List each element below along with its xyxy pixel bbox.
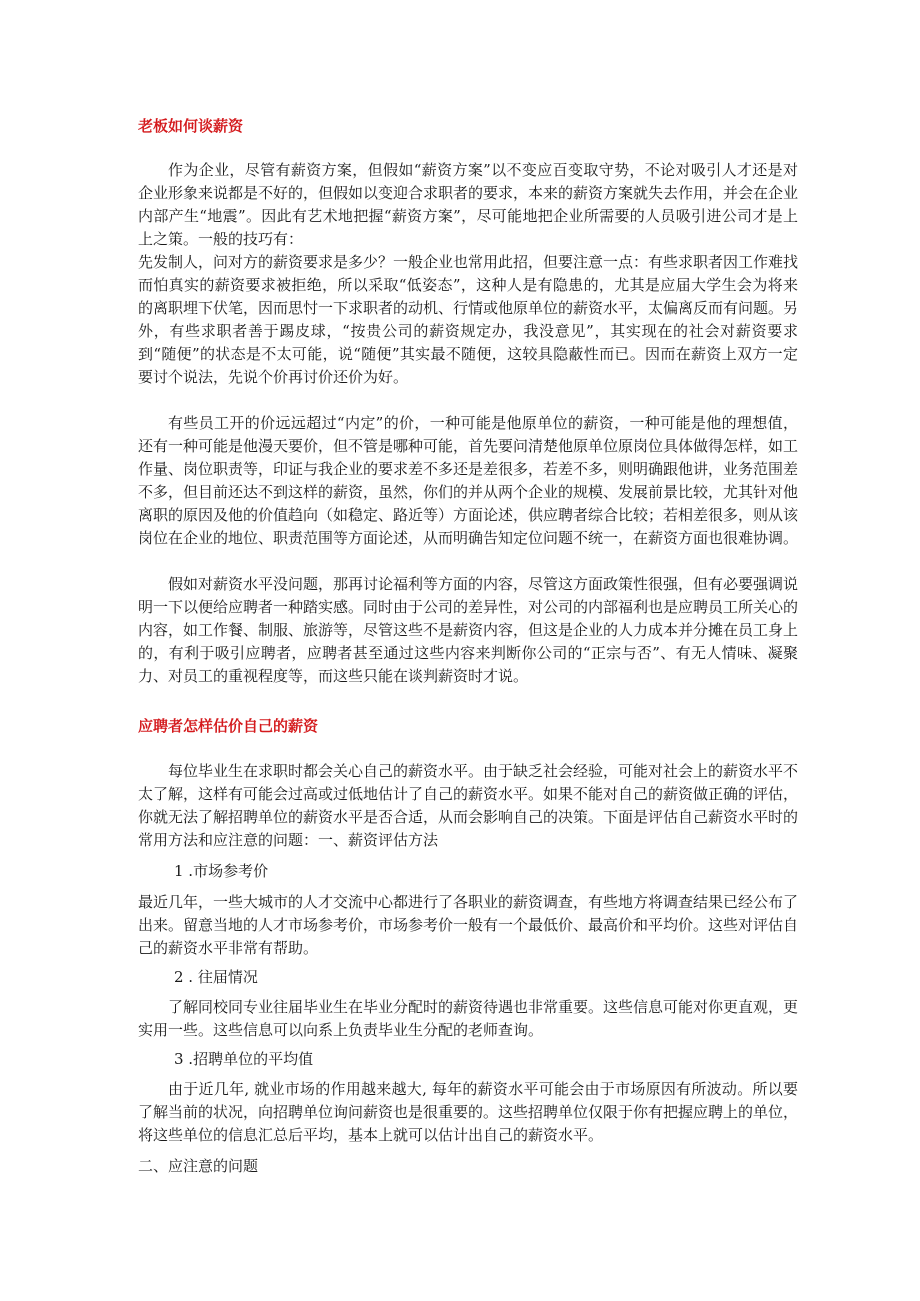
list-item: 2 . 往届情况: [174, 968, 258, 986]
paragraph: 假如对薪资水平没问题，那再讨论福利等方面的内容，尽管这方面政策性很强，但有必要强调说明一下以便给应聘者一种踏实感。同时由于公司的差异性，对公司的内部福利也是应聘员工所关心的内容，如工作餐、制服、旅游等，尽管这些不是薪资内容，但这是企业的人力成本并分摊在员工身上的，有利于吸引应聘者，应聘者甚至通过这些内容来判断你公司的“正宗与否”、有无人情味、凝聚力、对员工的重视程度等，而这些只能在谈判薪资时才说。: [138, 575, 799, 685]
paragraph: 每位毕业生在求职时都会关心自己的薪资水平。由于缺乏社会经验，可能对社会上的薪资水平不太了解，这样有可能会过高或过低地估计了自己的薪资水平。如果不能对自己的薪资做正确的评估，你就无法了解招聘单位的薪资水平是否合适，从而会影响自己的决策。下面是评估自己薪资水平时的常用方法和应注意的问题：一、薪资评估方法: [138, 762, 799, 849]
list-item: 二、应注意的问题: [138, 1157, 259, 1175]
paragraph: 先发制人，问对方的薪资要求是多少？一般企业也常用此招，但要注意一点：有些求职者因工作难找而怕真实的薪资要求被拒绝，所以采取“低姿态”，这种人是有隐患的，尤其是应届大学生会为将来的离职埋下伏笔，因而思忖一下求职者的动机、行情或他原单位的薪资水平，太偏离反而有问题。另外，有些求职者善于踢皮球，“按贵公司的薪资规定办，我没意见”，其实现在的社会对薪资要求到“随便”的状态是不太可能，说“随便”其实最不随便，这较具隐蔽性而已。因而在薪资上双方一定要讨个说法，先说个价再讨价还价为好。: [138, 253, 799, 386]
paragraph: 作为企业，尽管有薪资方案，但假如“薪资方案”以不变应百变取守势，不论对吸引人才还是对企业形象来说都是不好的，但假如以变迎合求职者的要求，本来的薪资方案就失去作用，并会在企业内部产生“地震”。因此有艺术地把握“薪资方案”，尽可能地把企业所需要的人员吸引进公司才是上上之策。一般的技巧有：: [138, 161, 799, 248]
section-title-applicant-salary: 应聘者怎样估价自己的薪资: [138, 717, 319, 735]
list-item: 1 .市场参考价: [174, 862, 269, 880]
paragraph: 由于近几年, 就业市场的作用越来越大, 每年的薪资水平可能会由于市场原因有所波动。所以要了解当前的状况，向招聘单位询问薪资也是很重要的。这些招聘单位仅限于你有把握应聘上的单位，将这些单位的信息汇总后平均，基本上就可以估计出自己的薪资水平。: [138, 1080, 799, 1144]
paragraph: 最近几年，一些大城市的人才交流中心都进行了各职业的薪资调查，有些地方将调查结果已经公布了出来。留意当地的人才市场参考价，市场参考价一般有一个最低价、最高价和平均价。这些对评估自己的薪资水平非常有帮助。: [138, 893, 799, 957]
list-item: 3 .招聘单位的平均值: [174, 1050, 314, 1068]
paragraph: 有些员工开的价远远超过“内定”的价，一种可能是他原单位的薪资，一种可能是他的理想值，还有一种可能是他漫天要价，但不管是哪种可能，首先要问清楚他原单位原岗位具体做得怎样，如工作量、岗位职责等，印证与我企业的要求差不多还是差很多，若差不多，则明确跟他讲，业务范围差不多，但目前还达不到这样的薪资，虽然，你们的并从两个企业的规模、发展前景比较，尤其针对他离职的原因及他的价值趋向（如稳定、路近等）方面论述，供应聘者综合比较；若相差很多，则从该岗位在企业的地位、职责范围等方面论述，从而明确告知定位问题不统一，在薪资方面也很难协调。: [138, 414, 799, 547]
section-title-boss-salary: 老板如何谈薪资: [138, 117, 244, 135]
paragraph: 了解同校同专业往届毕业生在毕业分配时的薪资待遇也非常重要。这些信息可能对你更直观，更实用一些。这些信息可以向系上负责毕业生分配的老师查询。: [138, 998, 799, 1039]
